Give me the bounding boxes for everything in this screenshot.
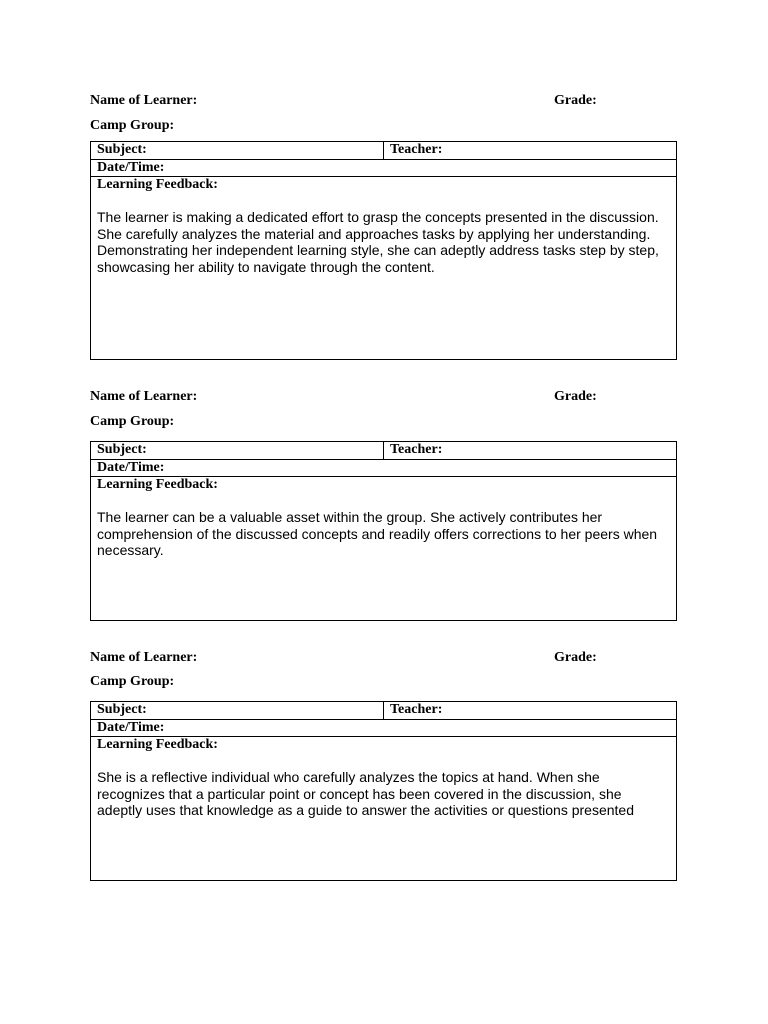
subject-teacher-row <box>91 442 676 460</box>
feedback-text: The learner is making a dedicated effort to grasp the concepts presented in the discussion. She carefully analyzes the material and approaches tasks by applying her understanding. Demonstrating her independent learning style, she can adeptly address tasks step by step, showcasing her ability to navigate through the content. <box>97 209 659 275</box>
date-time-row <box>91 160 676 177</box>
camp-group-label: Camp Group: <box>90 118 175 133</box>
feedback-text: The learner can be a valuable asset within the group. She actively contributes her comprehension of the discussed concepts and readily offers corrections to her peers when necessary. <box>97 509 658 558</box>
teacher-label: Teacher: <box>390 142 443 157</box>
learning-feedback-section <box>91 737 676 819</box>
subject-label: Subject: <box>91 702 384 719</box>
feedback-form-table <box>90 701 677 881</box>
name-of-learner-label: Name of Learner: <box>90 93 198 108</box>
date-time-label: Date/Time: <box>97 720 165 735</box>
grade-label: Grade: <box>554 93 597 108</box>
date-time-label: Date/Time: <box>97 160 165 175</box>
learning-feedback-label: Learning Feedback: <box>97 477 218 492</box>
teacher-label: Teacher: <box>390 442 443 457</box>
learning-feedback-label: Learning Feedback: <box>97 737 218 752</box>
grade-label: Grade: <box>554 389 597 404</box>
subject-teacher-row <box>91 702 676 720</box>
date-time-row <box>91 720 676 737</box>
camp-group-label: Camp Group: <box>90 414 175 429</box>
learning-feedback-label: Learning Feedback: <box>97 177 218 192</box>
subject-label: Subject: <box>91 442 384 459</box>
learning-feedback-section <box>91 177 676 275</box>
subject-label: Subject: <box>91 142 384 159</box>
learning-feedback-section <box>91 477 676 559</box>
name-of-learner-label: Name of Learner: <box>90 650 198 665</box>
subject-teacher-row <box>91 142 676 160</box>
grade-label: Grade: <box>554 650 597 665</box>
name-of-learner-label: Name of Learner: <box>90 389 198 404</box>
teacher-label: Teacher: <box>390 702 443 717</box>
camp-group-label: Camp Group: <box>90 674 175 689</box>
feedback-text: She is a reflective individual who carefully analyzes the topics at hand. When she recognizes that a particular point or concept has been covered in the discussion, she adeptly uses that knowledge as a guide to answer the activities or questions presented <box>97 769 634 818</box>
feedback-form-table <box>90 441 677 621</box>
feedback-form-table <box>90 141 677 360</box>
date-time-row <box>91 460 676 477</box>
date-time-label: Date/Time: <box>97 460 165 475</box>
